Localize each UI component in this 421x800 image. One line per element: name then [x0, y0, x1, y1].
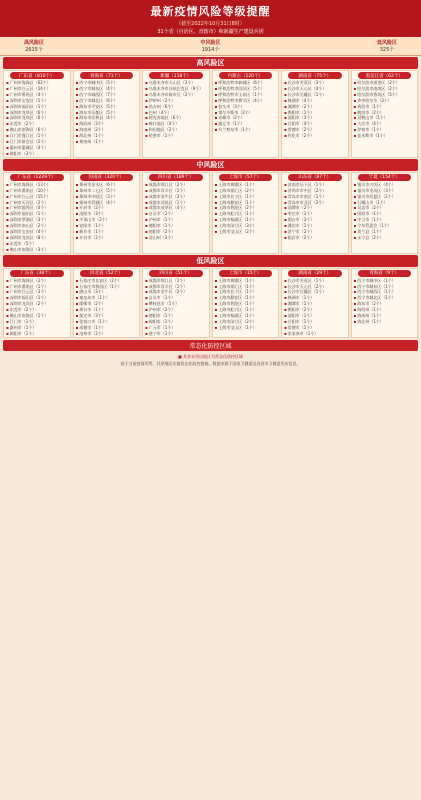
region-column — [3, 70, 71, 158]
area-item: ▪ 邯郸市（2个） — [74, 301, 140, 307]
page-title: 最新疫情风险等级提醒 — [150, 5, 271, 18]
area-item: ▪ 保定市（3个） — [74, 313, 140, 319]
area-item: ▪ 黄南州（1个） — [74, 139, 140, 145]
area-item: ▪ 喀什地区（4个） — [143, 121, 209, 127]
low-risk-band: 低风险区 — [3, 255, 418, 267]
area-item: ▪ 揭阳市（1个） — [4, 331, 70, 337]
area-item: ▪ 西宁市城北区（1个） — [352, 295, 418, 301]
area-item: ▪ 长沙市芙蓉区（1个） — [282, 278, 348, 284]
area-item: ▪ 西宁市城北区（6个） — [74, 98, 140, 104]
region-column — [3, 268, 71, 338]
area-item: ▪ 郑州市中原区（3个） — [74, 194, 140, 200]
area-item: ▪ 广州市海珠区（13个） — [4, 182, 70, 188]
normal-control-band: 常态化防控区域 — [3, 340, 418, 351]
area-item: ▪ 石嘴山市（1个） — [352, 200, 418, 206]
area-item: ▪ 佛山市南海区（1个） — [4, 313, 70, 319]
area-item: ▪ 海东市（2个） — [352, 301, 418, 307]
area-item: ▪ 阿克苏地区（6个） — [143, 115, 209, 121]
area-item: ▪ 平顶山市（2个） — [74, 217, 140, 223]
area-item: ▪ 上海市徐汇区（2个） — [213, 188, 279, 194]
area-item: ▪ 上海市杨浦区（1个） — [213, 217, 279, 223]
province-chip: 河北省（52个） — [80, 270, 134, 277]
area-item: ▪ 和田地区（2个） — [143, 127, 209, 133]
area-item: ▪ 成都市成华区（4个） — [143, 205, 209, 211]
summary-label: 低风险区 — [376, 40, 397, 46]
area-item: ▪ 湘潭市（1个） — [282, 301, 348, 307]
area-item: ▪ 乌鲁木齐市天山区（3个） — [143, 80, 209, 86]
area-item: ▪ 西宁市城西区（7个） — [74, 92, 140, 98]
area-item: ▪ 乌鲁木齐市新市区（2个） — [143, 92, 209, 98]
summary-count: 1914个 — [201, 47, 220, 53]
area-item: ▪ 德阳市（1个） — [143, 313, 209, 319]
region-column — [3, 172, 71, 254]
area-item: ▪ 张家口市（1个） — [74, 319, 140, 325]
area-item: ▪ 上海市徐汇区（1个） — [213, 284, 279, 290]
footer-source: 基于当前疫情形势，其余地区实施常态化防控措施，数据来源于国家卫健委及各省市卫健委发布信息。 — [120, 360, 301, 366]
area-item: ▪ 鹤岗市（2个） — [352, 110, 418, 116]
area-item: ▪ 广州市番禺区（4个） — [4, 92, 70, 98]
area-item: ▪ 岳阳市（1个） — [282, 319, 348, 325]
mid-risk-section — [3, 172, 418, 254]
area-item: ▪ 齐齐哈尔市（3个） — [352, 98, 418, 104]
province-chip: 广东省（810个） — [10, 72, 64, 79]
area-item: ▪ 邵阳市（3个） — [282, 115, 348, 121]
area-item: ▪ 西宁市城东区（1个） — [352, 284, 418, 290]
area-item: ▪ 呼和浩特市玉泉区（1个） — [213, 92, 279, 98]
area-item: ▪ 巴州（4个） — [143, 110, 209, 116]
area-item: ▪ 海南州（1个） — [352, 313, 418, 319]
area-item: ▪ 揭阳市（3个） — [4, 151, 70, 157]
risk-summary — [0, 37, 421, 56]
area-item: ▪ 江门市（1个） — [4, 319, 70, 325]
area-item: ▪ 宁东管委会（1个） — [352, 223, 418, 229]
area-item: ▪ 上海市虹口区（1个） — [213, 307, 279, 313]
province-chip: 广东省（38个） — [10, 270, 64, 277]
area-item: ▪ 许昌市（2个） — [74, 235, 140, 241]
area-item: ▪ 沧州市（2个） — [74, 331, 140, 337]
area-item: ▪ 广州市海珠区（62个） — [4, 80, 70, 86]
area-item: ▪ 烟台市（3个） — [282, 217, 348, 223]
area-item: ▪ 枣庄市（1个） — [282, 211, 348, 217]
area-item: ▪ 株洲市（1个） — [282, 295, 348, 301]
area-item: ▪ 西宁市城东区（4个） — [74, 86, 140, 92]
province-chip: 宁夏（154个） — [358, 174, 412, 181]
area-item: ▪ 广州市海珠区（2个） — [4, 278, 70, 284]
high-risk-section — [3, 70, 418, 158]
province-chip: 上海市（57个） — [219, 174, 273, 181]
area-item: ▪ 上海市宝山区（2个） — [213, 229, 279, 235]
region-column — [212, 172, 280, 254]
area-item: ▪ 上海市黄浦区（1个） — [213, 182, 279, 188]
area-item: ▪ 深圳市龙岗区（8个） — [4, 235, 70, 241]
area-item: ▪ 长沙市芙蓉区（3个） — [282, 80, 348, 86]
area-item: ▪ 攀枝花市（1个） — [143, 301, 209, 307]
area-item: ▪ 长沙市天心区（4个） — [282, 86, 348, 92]
region-column — [212, 268, 280, 338]
area-item: ▪ 上海市长宁区（1个） — [213, 289, 279, 295]
area-item: ▪ 深圳市宝安区（1个） — [4, 98, 70, 104]
area-item: ▪ 成都市青羊区（1个） — [143, 188, 209, 194]
region-column — [142, 268, 210, 338]
area-item: ▪ 成都市金牛区（2个） — [143, 289, 209, 295]
area-item: ▪ 伊犁州（2个） — [143, 98, 209, 104]
coverage-text: 31个省（自治区、直辖市）和新疆生产建设兵团 — [157, 29, 264, 35]
area-item: ▪ 济南市市中区（2个） — [282, 188, 348, 194]
area-item: ▪ 呼和浩特市新城区（6个） — [213, 80, 279, 86]
area-item: ▪ 上海市闵行区（2个） — [213, 319, 279, 325]
area-item: ▪ 上海市闵行区（3个） — [213, 223, 279, 229]
area-item: ▪ 上海市杨浦区（1个） — [213, 313, 279, 319]
area-item: ▪ 自贡市（2个） — [143, 211, 209, 217]
summary-high — [24, 39, 44, 53]
area-item: ▪ 海北州（1个） — [352, 319, 418, 325]
area-item: ▪ 承德市（1个） — [74, 325, 140, 331]
area-item: ▪ 深圳市龙岗区（2个） — [4, 301, 70, 307]
area-item: ▪ 成都市武侯区（1个） — [143, 200, 209, 206]
area-item: ▪ 乌鲁木齐市沙依巴克区（9个） — [143, 86, 209, 92]
area-item: ▪ 德阳市（1个） — [143, 223, 209, 229]
region-column — [73, 172, 141, 254]
area-item: ▪ 秦皇岛市（1个） — [74, 295, 140, 301]
area-item: ▪ 西宁市城中区（1个） — [352, 278, 418, 284]
area-item: ▪ 上海市黄浦区（1个） — [213, 278, 279, 284]
area-item: ▪ 郑州市管城区（4个） — [74, 200, 140, 206]
area-item: ▪ 株洲市（4个） — [282, 98, 348, 104]
area-item: ▪ 双鸭山市（1个） — [352, 115, 418, 121]
area-item: ▪ 伊春市（1个） — [352, 127, 418, 133]
area-item: ▪ 江门市新会区（2个） — [4, 139, 70, 145]
area-item: ▪ 邢台市（1个） — [74, 307, 140, 313]
area-item: ▪ 哈尔滨市香坊区（5个） — [352, 92, 418, 98]
area-item: ▪ 深圳市福田区（1个） — [4, 211, 70, 217]
area-item: ▪ 青岛市市北区（2个） — [282, 200, 348, 206]
region-column — [142, 70, 210, 158]
area-item: ▪ 长沙市岳麓区（1个） — [282, 92, 348, 98]
region-column — [351, 70, 419, 158]
area-item: ▪ 新乡市（1个） — [74, 229, 140, 235]
high-risk-columns — [3, 70, 418, 158]
region-column — [73, 268, 141, 338]
area-item: ▪ 济宁市（2个） — [282, 229, 348, 235]
province-chip: 湖南省（29个） — [288, 270, 342, 277]
area-item: ▪ 上海市静安区（1个） — [213, 200, 279, 206]
area-item: ▪ 惠州市惠城区（4个） — [4, 145, 70, 151]
area-item: ▪ 凉山州（3个） — [143, 235, 209, 241]
area-item: ▪ 佛山市南海区（6个） — [4, 127, 70, 133]
summary-count: 325个 — [379, 47, 395, 53]
area-item: ▪ 邵阳市（1个） — [282, 313, 348, 319]
area-item: ▪ 广州市番禺区（1个） — [4, 284, 70, 290]
province-chip: 青海省（71个） — [80, 72, 134, 79]
area-item: ▪ 贺兰县（1个） — [352, 229, 418, 235]
area-item: ▪ 海南州（2个） — [74, 127, 140, 133]
area-item: ▪ 呼和浩特市回民区（5个） — [213, 86, 279, 92]
region-column — [351, 172, 419, 254]
area-item: ▪ 广州市越秀区（4个） — [4, 205, 70, 211]
area-item: ▪ 泸州市（1个） — [143, 217, 209, 223]
area-item: ▪ 深圳市龙岗区（6个） — [4, 115, 70, 121]
area-item: ▪ 固原市（1个） — [352, 211, 418, 217]
area-item: ▪ 海北州（1个） — [74, 133, 140, 139]
region-column — [351, 268, 419, 338]
area-item: ▪ 潍坊市（1个） — [282, 223, 348, 229]
province-chip: 黑龙江省（62个） — [358, 72, 412, 79]
mid-risk-columns — [3, 172, 418, 254]
area-item: ▪ 开封市（2个） — [74, 205, 140, 211]
area-item: ▪ 赤峰市（2个） — [213, 115, 279, 121]
area-item: ▪ 衡阳市（2个） — [282, 307, 348, 313]
area-item: ▪ 深圳市南山区（2个） — [4, 223, 70, 229]
area-item: ▪ 成都市青羊区（1个） — [143, 284, 209, 290]
area-item: ▪ 鄂尔多斯市（2个） — [213, 110, 279, 116]
area-item: ▪ 石家庄市桥西区（1个） — [74, 284, 140, 290]
area-item: ▪ 通辽市（1个） — [213, 121, 279, 127]
area-item: ▪ 深圳市罗湖区（3个） — [4, 217, 70, 223]
summary-mid — [200, 39, 220, 53]
area-item: ▪ 哈尔滨市道里区（2个） — [352, 80, 418, 86]
province-chip: 河南省（320个） — [80, 174, 134, 181]
area-item: ▪ 上海市宝山区（1个） — [213, 325, 279, 331]
province-chip: 内蒙古（120个） — [219, 72, 273, 79]
province-chip: 广东省（1229个） — [10, 174, 64, 181]
province-chip: 新疆（118个） — [149, 72, 203, 79]
province-chip: 青海省（9个） — [358, 270, 412, 277]
header — [0, 0, 421, 37]
summary-label: 中风险区 — [200, 40, 221, 46]
area-item: ▪ 鸡西市（1个） — [352, 104, 418, 110]
mid-risk-band: 中风险区 — [3, 159, 418, 171]
area-item: ▪ 安阳市（1个） — [74, 223, 140, 229]
area-item: ▪ 银川市西夏区（2个） — [352, 194, 418, 200]
area-item: ▪ 惠州市（1个） — [4, 325, 70, 331]
area-item: ▪ 张家界市（1个） — [282, 331, 348, 337]
area-item: ▪ 岳阳市（4个） — [282, 121, 348, 127]
area-item: ▪ 乌兰察布市（1个） — [213, 127, 279, 133]
area-item: ▪ 自贡市（1个） — [143, 295, 209, 301]
area-item: ▪ 海东市民和县（4个） — [74, 115, 140, 121]
region-column — [212, 70, 280, 158]
area-item: ▪ 常德市（2个） — [282, 127, 348, 133]
area-item: ▪ 海东市乐都区（5个） — [74, 110, 140, 116]
low-risk-section — [3, 268, 418, 338]
area-item: ▪ 上海市长宁区（1个） — [213, 194, 279, 200]
footer-note: ■ 其余未列出地区为常态化防控区域 — [177, 353, 244, 359]
area-item: ▪ 怀化市（2个） — [282, 133, 348, 139]
area-item: ▪ 绵阳市（1个） — [143, 319, 209, 325]
area-item: ▪ 海西州（3个） — [74, 121, 140, 127]
area-item: ▪ 广元市（1个） — [143, 325, 209, 331]
area-item: ▪ 常德市（1个） — [282, 325, 348, 331]
area-item: ▪ 深圳市福田区（1个） — [4, 295, 70, 301]
area-item: ▪ 呼和浩特市赛罕区（4个） — [213, 98, 279, 104]
area-item: ▪ 长沙市岳麓区（1个） — [282, 289, 348, 295]
province-chip: 四川省（189个） — [149, 174, 203, 181]
area-item: ▪ 泸州市（2个） — [143, 307, 209, 313]
province-chip: 山东省（87个） — [288, 174, 342, 181]
area-item: ▪ 洛阳市（3个） — [74, 211, 140, 217]
area-item: ▪ 江门市蓬江区（1个） — [4, 133, 70, 139]
area-item: ▪ 上海市静安区（1个） — [213, 295, 279, 301]
area-item: ▪ 东莞市（2个） — [4, 121, 70, 127]
area-item: ▪ 永宁县（2个） — [352, 235, 418, 241]
area-item: ▪ 郑州市二七区（5个） — [74, 188, 140, 194]
area-item: ▪ 中卫市（1个） — [352, 217, 418, 223]
summary-low — [377, 39, 397, 53]
area-item: ▪ 东莞市（2个） — [4, 307, 70, 313]
area-item: ▪ 上海市普陀区（1个） — [213, 301, 279, 307]
area-item: ▪ 广州市白云区（15个） — [4, 194, 70, 200]
area-item: ▪ 遂宁市（1个） — [143, 331, 209, 337]
area-item: ▪ 银川市兴庆区（4个） — [352, 182, 418, 188]
area-item: ▪ 成都市锦江区（1个） — [143, 278, 209, 284]
summary-label: 高风险区 — [24, 40, 45, 46]
area-item: ▪ 西宁市城西区（1个） — [352, 289, 418, 295]
area-item: ▪ 大庆市（4个） — [352, 121, 418, 127]
area-item: ▪ 上海市普陀区（2个） — [213, 205, 279, 211]
area-item: ▪ 包头市（3个） — [213, 104, 279, 110]
area-item: ▪ 长沙市天心区（2个） — [282, 284, 348, 290]
area-item: ▪ 广州市白云区（14个） — [4, 86, 70, 92]
area-item: ▪ 深圳市福田区（1个） — [4, 104, 70, 110]
area-item: ▪ 成都市锦江区（2个） — [143, 182, 209, 188]
area-item: ▪ 昌吉州（6个） — [143, 104, 209, 110]
area-item: ▪ 西宁市城中区（5个） — [74, 80, 140, 86]
area-item: ▪ 郑州市金水区（6个） — [74, 182, 140, 188]
area-item: ▪ 海西州（1个） — [352, 307, 418, 313]
area-item: ▪ 佛山市南海区（3个） — [4, 247, 70, 253]
area-item: ▪ 佳木斯市（1个） — [352, 133, 418, 139]
area-item: ▪ 湘潭市（2个） — [282, 104, 348, 110]
area-item: ▪ 淄博市（2个） — [282, 205, 348, 211]
area-item: ▪ 济南市历下区（1个） — [282, 182, 348, 188]
area-item: ▪ 青岛市市南区（1个） — [282, 194, 348, 200]
area-item: ▪ 吴忠市（2个） — [352, 205, 418, 211]
summary-count: 2615个 — [25, 47, 43, 53]
high-risk-band: 高风险区 — [3, 57, 418, 69]
region-column — [281, 268, 349, 338]
area-item: ▪ 深圳市龙华区（6个） — [4, 110, 70, 116]
area-item: ▪ 东莞市（5个） — [4, 241, 70, 247]
area-item: ▪ 深圳市宝安区（4个） — [4, 229, 70, 235]
area-item: ▪ 哈密市（1个） — [143, 133, 209, 139]
low-risk-columns — [3, 268, 418, 338]
region-column — [142, 172, 210, 254]
region-column — [281, 172, 349, 254]
region-column — [73, 70, 141, 158]
area-item: ▪ 绵阳市（2个） — [143, 229, 209, 235]
province-chip: 上海市（15个） — [219, 270, 273, 277]
area-item: ▪ 广州市天河区（2个） — [4, 200, 70, 206]
area-item: ▪ 哈尔滨市南岗区（2个） — [352, 86, 418, 92]
area-item: ▪ 上海市虹口区（1个） — [213, 211, 279, 217]
province-chip: 湖南省（75个） — [288, 72, 342, 79]
area-item: ▪ 银川市金凤区（3个） — [352, 188, 418, 194]
area-item: ▪ 广州市白云区（3个） — [4, 289, 70, 295]
area-item: ▪ 成都市金牛区（3个） — [143, 194, 209, 200]
update-time: （截至2022年10月31日8时） — [176, 21, 245, 27]
area-item: ▪ 石家庄市长安区（2个） — [74, 278, 140, 284]
province-chip: 四川省（51个） — [149, 270, 203, 277]
area-item: ▪ 衡阳市（1个） — [282, 110, 348, 116]
area-item: ▪ 临沂市（2个） — [282, 235, 348, 241]
area-item: ▪ 唐山市（3个） — [74, 289, 140, 295]
region-column — [281, 70, 349, 158]
area-item: ▪ 海东市平安区（5个） — [74, 104, 140, 110]
area-item: ▪ 广州市番禺区（10个） — [4, 188, 70, 194]
